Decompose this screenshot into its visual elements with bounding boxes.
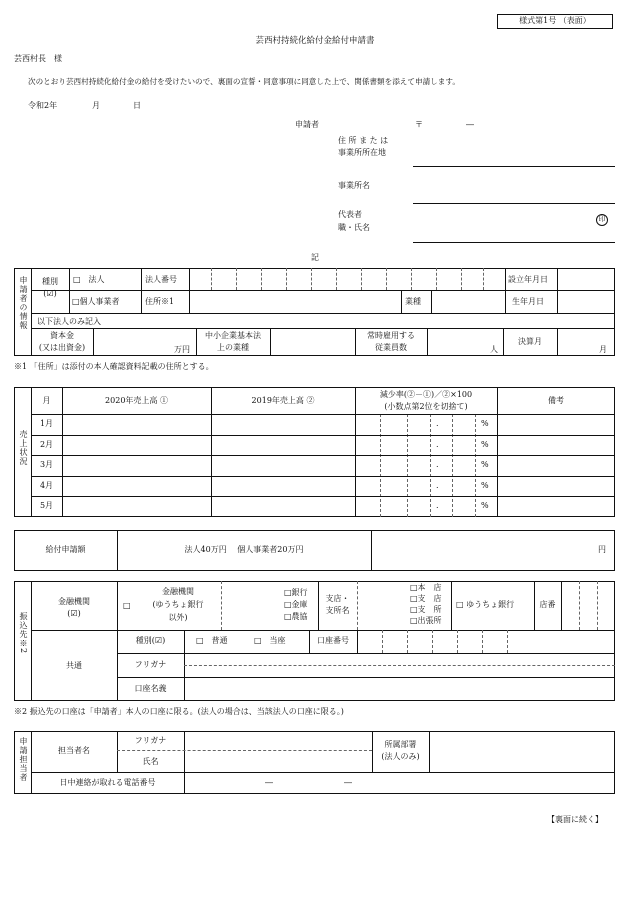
sales-table [14, 387, 615, 517]
rate-percent: % [481, 501, 489, 510]
rate-dot: . [436, 440, 439, 449]
contact-furigana-label: フリガナ [134, 736, 167, 745]
corp-checkbox[interactable]: □ 法人 [73, 275, 105, 284]
fiscal-month-unit: 月 [599, 345, 607, 354]
rate-dot: . [436, 501, 439, 510]
addressee: 芸西村長 様 [14, 54, 62, 63]
department-label-2: (法人のみ) [381, 752, 420, 761]
applicant-label: 申請者 [295, 120, 319, 129]
store-number-label: 店番 [539, 600, 556, 609]
col-rate-1: 減少率(②－①)／②×100 [379, 390, 473, 399]
phone-dash-2: ― [344, 778, 352, 787]
seal-mark: 印 [598, 215, 606, 223]
industry-label: 業種 [405, 297, 421, 306]
postal-mark: 〒 [415, 120, 423, 129]
intro-text: 次のとおり芸西村持続化給付金の給付を受けたいので、裏面の宣誓・同意事項に同意した上で、関係書類を添えて申請します。 [28, 77, 460, 86]
type-mark: (☑) [43, 289, 57, 298]
postal-dash: ― [466, 120, 474, 129]
employees-unit: 人 [490, 345, 498, 354]
sole-checkbox[interactable]: □個人事業者 [72, 297, 120, 306]
branch-label-2: 支所名 [325, 606, 350, 615]
capital-label-2: (又は出資金) [38, 343, 86, 352]
continue-note: 【裏面に続く】 [547, 815, 603, 824]
sme-label-1: 中小企業基本法 [205, 331, 261, 340]
institution-option-2: (ゆうちょ銀行 [152, 600, 204, 609]
bank-side: 振込先※2 [19, 612, 28, 655]
institution-checkbox[interactable]: □ [123, 601, 131, 610]
rep-label-2: 職・氏名 [338, 223, 370, 232]
amount-label: 給付申請額 [45, 545, 86, 554]
sme-label-2: 上の業種 [217, 343, 249, 352]
applicant-info-side: 申請者の情報 [19, 276, 28, 330]
rate-dot: . [436, 419, 439, 428]
branch-shisho-checkbox[interactable]: □支 所 [410, 605, 442, 614]
furigana-label: フリガナ [134, 660, 167, 669]
fiscal-month-label: 決算月 [518, 337, 542, 346]
sales-month: 3月 [39, 460, 54, 469]
form-title: 芸西村持続化給付金給付申請書 [255, 36, 375, 46]
account-name-label: 口座名義 [134, 684, 167, 693]
rate-percent: % [481, 460, 489, 469]
sales-side: 売上状況 [19, 430, 28, 466]
toza-checkbox[interactable]: □ 当座 [254, 636, 286, 645]
common-label: 共通 [66, 661, 82, 670]
address-line [413, 166, 615, 167]
futsu-checkbox[interactable]: □ 普通 [196, 636, 228, 645]
institution-option-1: 金融機関 [162, 587, 194, 596]
person-label: 担当者名 [58, 746, 90, 755]
phone-label: 日中連絡が取れる電話番号 [59, 778, 156, 787]
rate-percent: % [481, 440, 489, 449]
amount-unit: 円 [598, 545, 606, 554]
corp-only-note: 以下法人のみ記入 [37, 317, 101, 326]
kind-nokyo-checkbox[interactable]: □農協 [284, 612, 308, 621]
phone-dash-1: ― [265, 778, 273, 787]
department-label-1: 所属部署 [384, 740, 417, 749]
rate-dot: . [436, 481, 439, 490]
rep-label-1: 代表者 [338, 210, 362, 219]
rate-dot: . [436, 460, 439, 469]
sales-month: 5月 [39, 501, 54, 510]
capital-unit: 万円 [174, 345, 190, 354]
capital-label-1: 資本金 [50, 331, 74, 340]
col-rate-2: (小数点第2位を切捨て) [384, 402, 468, 411]
col-note: 備考 [548, 396, 564, 405]
office-name-line [413, 203, 615, 204]
sales-month: 4月 [39, 481, 54, 490]
rep-line [413, 242, 615, 243]
date-day: 日 [133, 101, 141, 110]
kind-bank-checkbox[interactable]: □銀行 [284, 588, 308, 597]
sales-month: 1月 [39, 419, 54, 428]
address-label: 住所※1 [145, 297, 175, 306]
type-label: 種別 [42, 277, 58, 286]
branch-shutchojo-checkbox[interactable]: □出張所 [410, 616, 442, 625]
account-number-label: 口座番号 [317, 636, 349, 645]
date-era: 令和2年 [28, 101, 58, 110]
kind-shinkin-checkbox[interactable]: □金庫 [284, 600, 308, 609]
date-month: 月 [92, 101, 100, 110]
corp-number-label: 法人番号 [145, 275, 177, 284]
birth-date-label: 生年月日 [512, 297, 544, 306]
rate-percent: % [481, 481, 489, 490]
office-name-label: 事業所名 [338, 181, 370, 190]
branch-shiten-checkbox[interactable]: □支 店 [410, 594, 442, 603]
est-date-label: 設立年月日 [508, 275, 548, 284]
col-sales-2020: 2020年売上高 ① [105, 396, 168, 405]
contact-name-label: 氏名 [142, 757, 159, 766]
institution-option-3: 以外) [168, 613, 188, 622]
employees-label-1: 常時雇用する [367, 331, 415, 340]
branch-label-1: 支店・ [325, 594, 350, 603]
branch-honten-checkbox[interactable]: □本 店 [410, 583, 442, 592]
col-sales-2019: 2019年売上高 ② [251, 396, 315, 405]
institution-label-2: (☑) [67, 609, 81, 618]
sales-month: 2月 [39, 440, 54, 449]
address-label-2: 事業所所在地 [338, 148, 386, 157]
note-2: ※2 振込先の口座は「申請者」本人の口座に限る。(法人の場合は、当該法人の口座に限る。) [14, 707, 344, 716]
yucho-checkbox[interactable]: □ ゆうちょ銀行 [456, 600, 515, 609]
amount-description: 法人40万円 個人事業者20万円 [184, 545, 304, 554]
address-label-1: 住 所 ま た は [338, 136, 389, 145]
rate-percent: % [481, 419, 489, 428]
employees-label-2: 従業員数 [375, 343, 407, 352]
form-number: 様式第1号 （表面） [519, 16, 591, 25]
institution-label-1: 金融機関 [58, 597, 90, 606]
ki-label: 記 [311, 253, 319, 262]
account-type-label: 種別(☑) [135, 636, 166, 645]
note-1: ※1 「住所」は添付の本人確認資料記載の住所とする。 [14, 362, 214, 371]
contact-side: 申請担当者 [19, 737, 28, 782]
col-month: 月 [42, 396, 51, 405]
